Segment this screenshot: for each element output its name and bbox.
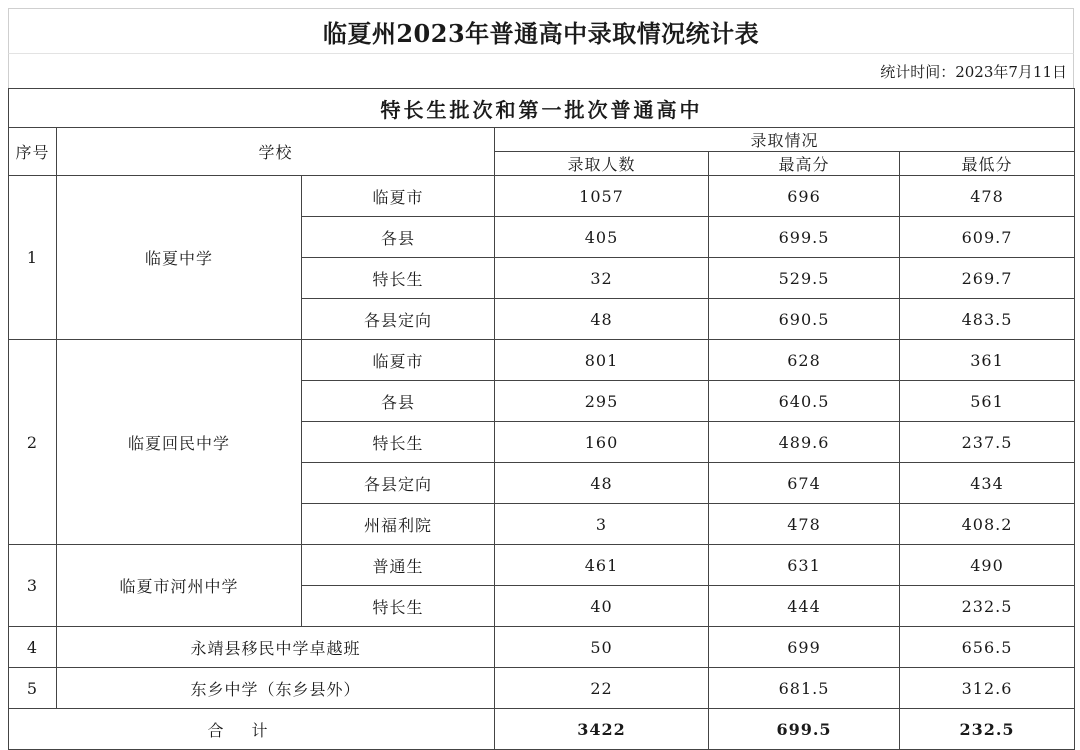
max-cell: 640.5 [709, 381, 900, 422]
header-count: 录取人数 [495, 152, 709, 176]
count-cell: 50 [495, 627, 709, 668]
row-index: 1 [9, 176, 57, 340]
count-cell: 48 [495, 463, 709, 504]
count-cell: 22 [495, 668, 709, 709]
max-cell: 674 [709, 463, 900, 504]
max-cell: 699 [709, 627, 900, 668]
max-cell: 529.5 [709, 258, 900, 299]
admission-table [8, 88, 1075, 750]
count-cell: 40 [495, 586, 709, 627]
max-cell: 478 [709, 504, 900, 545]
table-row [9, 176, 1075, 217]
max-cell: 690.5 [709, 299, 900, 340]
count-cell: 461 [495, 545, 709, 586]
table-row [9, 545, 1075, 586]
table-row [9, 627, 1075, 668]
total-min-cell: 232.5 [900, 709, 1075, 750]
max-cell: 628 [709, 340, 900, 381]
max-cell: 444 [709, 586, 900, 627]
min-cell: 478 [900, 176, 1075, 217]
header-school: 学校 [57, 128, 495, 176]
school-name: 东乡中学（东乡县外） [57, 668, 495, 709]
max-cell: 681.5 [709, 668, 900, 709]
min-cell: 269.7 [900, 258, 1075, 299]
min-cell: 483.5 [900, 299, 1075, 340]
school-name: 临夏回民中学 [57, 340, 302, 545]
min-cell: 434 [900, 463, 1075, 504]
total-row [9, 709, 1075, 750]
row-index: 5 [9, 668, 57, 709]
category-cell: 州福利院 [302, 504, 495, 545]
header-index: 序号 [9, 128, 57, 176]
category-cell: 特长生 [302, 422, 495, 463]
min-cell: 361 [900, 340, 1075, 381]
count-cell: 801 [495, 340, 709, 381]
category-cell: 临夏市 [302, 176, 495, 217]
min-cell: 656.5 [900, 627, 1075, 668]
min-cell: 312.6 [900, 668, 1075, 709]
category-cell: 临夏市 [302, 340, 495, 381]
max-cell: 631 [709, 545, 900, 586]
category-cell: 特长生 [302, 586, 495, 627]
min-cell: 561 [900, 381, 1075, 422]
total-count-cell: 3422 [495, 709, 709, 750]
document-title: 临夏州2023年普通高中录取情况统计表 [8, 8, 1074, 53]
count-cell: 295 [495, 381, 709, 422]
category-cell: 各县 [302, 381, 495, 422]
count-cell: 32 [495, 258, 709, 299]
school-name: 临夏市河州中学 [57, 545, 302, 627]
stat-time-row [8, 53, 1074, 88]
min-cell: 232.5 [900, 586, 1075, 627]
table-row [9, 340, 1075, 381]
header-max: 最高分 [709, 152, 900, 176]
header-min: 最低分 [900, 152, 1075, 176]
row-index: 4 [9, 627, 57, 668]
category-cell: 特长生 [302, 258, 495, 299]
count-cell: 48 [495, 299, 709, 340]
school-name: 临夏中学 [57, 176, 302, 340]
min-cell: 408.2 [900, 504, 1075, 545]
min-cell: 490 [900, 545, 1075, 586]
max-cell: 489.6 [709, 422, 900, 463]
row-index: 3 [9, 545, 57, 627]
count-cell: 160 [495, 422, 709, 463]
total-max-cell: 699.5 [709, 709, 900, 750]
min-cell: 609.7 [900, 217, 1075, 258]
category-cell: 普通生 [302, 545, 495, 586]
category-cell: 各县 [302, 217, 495, 258]
count-cell: 405 [495, 217, 709, 258]
stat-time: 统计时间：2023年7月11日 [880, 62, 1067, 81]
table-row [9, 668, 1075, 709]
count-cell: 3 [495, 504, 709, 545]
row-index: 2 [9, 340, 57, 545]
total-label: 合计 [9, 709, 495, 750]
max-cell: 696 [709, 176, 900, 217]
section-title: 特长生批次和第一批次普通高中 [9, 89, 1075, 128]
category-cell: 各县定向 [302, 299, 495, 340]
category-cell: 各县定向 [302, 463, 495, 504]
count-cell: 1057 [495, 176, 709, 217]
min-cell: 237.5 [900, 422, 1075, 463]
document-page [8, 8, 1074, 738]
school-name: 永靖县移民中学卓越班 [57, 627, 495, 668]
max-cell: 699.5 [709, 217, 900, 258]
header-admission: 录取情况 [495, 128, 1075, 152]
